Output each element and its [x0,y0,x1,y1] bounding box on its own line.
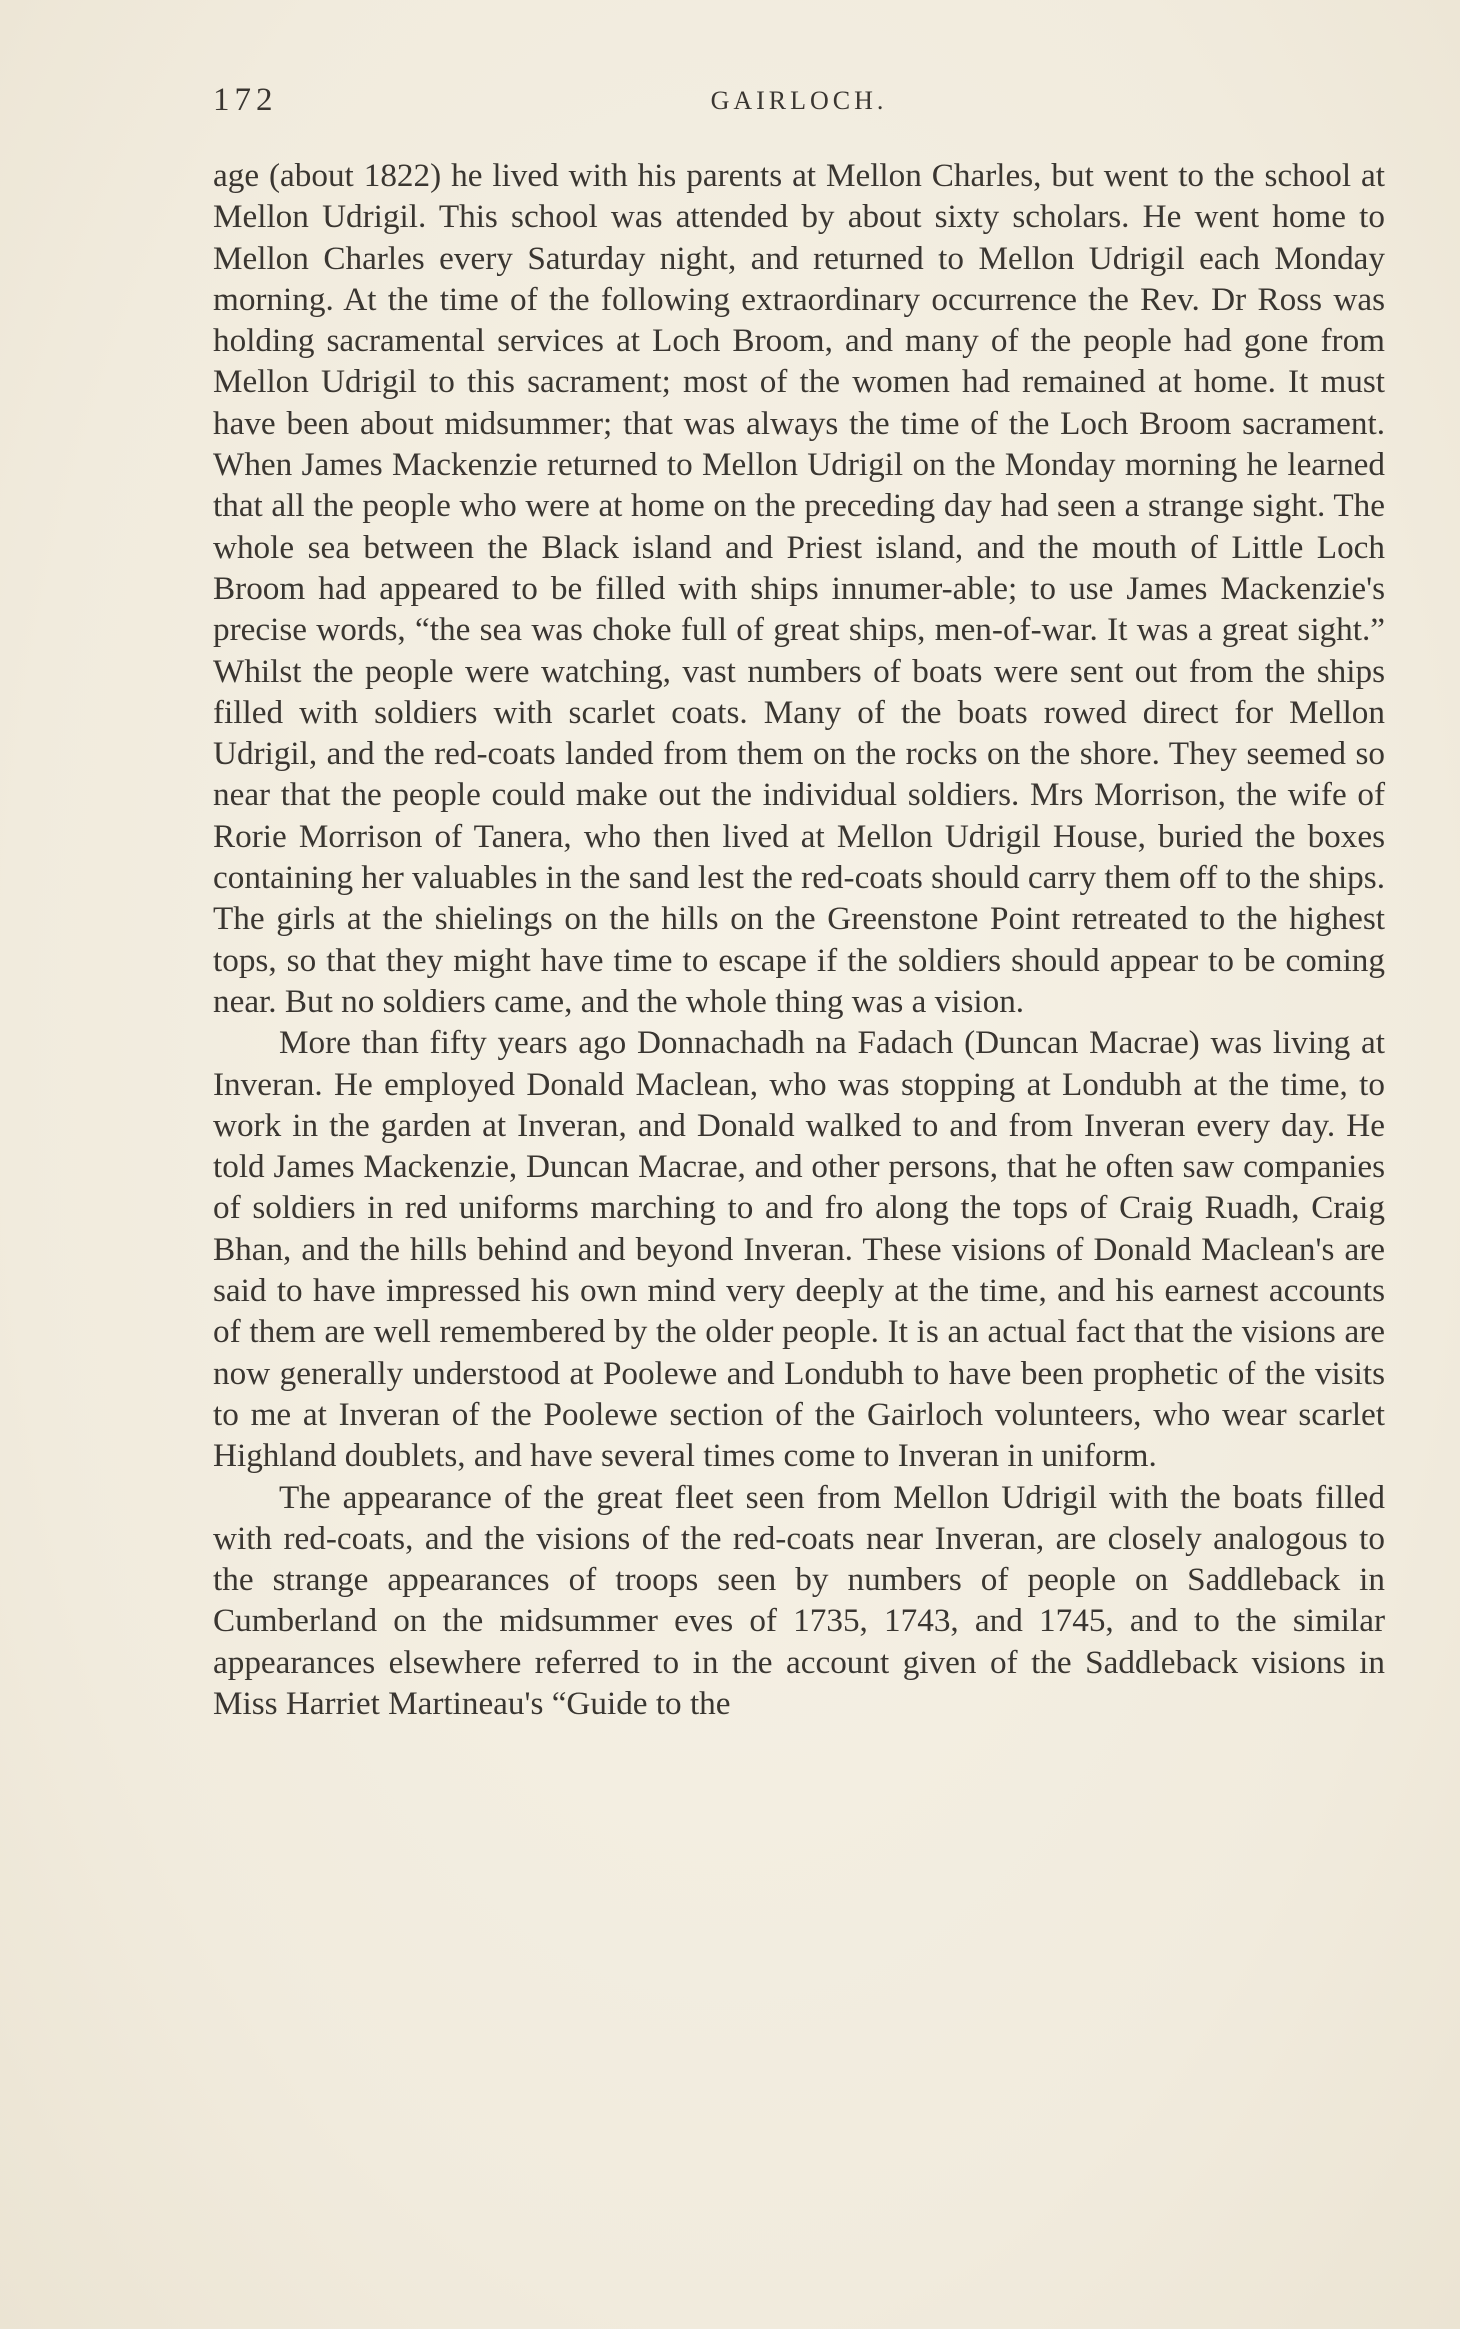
paragraph-1: age (about 1822) he lived with his parents at Mellon Charles, but went to the school at Mellon Udrigil. This school was attended by about sixty scholars. He went home to Mellon Charles every Saturday night, and returned to Mellon Udrigil each Monday morning. At the time of the following extraordinary occurrence the Rev. Dr Ross was holding sacramental services at Loch Broom, and many of the people had gone from Mellon Udrigil to this sacrament; most of the women had remained at home. It must have been about midsummer; that was always the time of the Loch Broom sacrament. When James Mackenzie returned to Mellon Udrigil on the Monday morning he learned that all the people who were at home on the preceding day had seen a strange sight. The whole sea between the Black island and Priest island, and the mouth of Little Loch Broom had appeared to be filled with ships innumer-able; to use James Mackenzie's precise words, “the sea was choke full of great ships, men-of-war. It was a great sight.” Whilst the people were watching, vast numbers of boats were sent out from the ships filled with soldiers with scarlet coats. Many of the boats rowed direct for Mellon Udrigil, and the red-coats landed from them on the rocks on the shore. They seemed so near that the people could make out the individual soldiers. Mrs Morrison, the wife of Rorie Morrison of Tanera, who then lived at Mellon Udrigil House, buried the boxes containing her valuables in the sand lest the red-coats should carry them off to the ships. The girls at the shielings on the hills on the Greenstone Point retreated to the highest tops, so that they might have time to escape if the soldiers should appear to be coming near. But no soldiers came, and the whole thing was a vision. [213,157,1385,1020]
body-text [213,155,1385,1724]
paragraph-2: More than fifty years ago Donnachadh na Fadach (Duncan Macrae) was living at Inveran. He employed Donald Maclean, who was stopping at Londubh at the time, to work in the garden at Inveran, and Donald walked to and from Inveran every day. He told James Mackenzie, Duncan Macrae, and other persons, that he often saw companies of soldiers in red uniforms marching to and fro along the tops of Craig Ruadh, Craig Bhan, and the hills behind and beyond Inveran. These visions of Donald Maclean's are said to have impressed his own mind very deeply at the time, and his earnest accounts of them are well remembered by the older people. It is an actual fact that the visions are now generally understood at Poolewe and Londubh to have been prophetic of the visits to me at Inveran of the Poolewe section of the Gairloch volunteers, who wear scarlet Highland doublets, and have several times come to Inveran in uniform. [213,1024,1385,1475]
paragraph-3: The appearance of the great fleet seen from Mellon Udrigil with the boats filled with red-coats, and the visions of the red-coats near Inveran, are closely analogous to the strange appearances of troops seen by numbers of people on Saddleback in Cumberland on the midsummer eves of 1735, 1743, and 1745, and to the similar appearances elsewhere referred to in the account given of the Saddleback visions in Miss Harriet Martineau's “Guide to the [213,1478,1385,1722]
running-title: GAIRLOCH. [710,86,888,115]
running-head [213,82,1385,122]
page-number: 172 [213,82,278,118]
